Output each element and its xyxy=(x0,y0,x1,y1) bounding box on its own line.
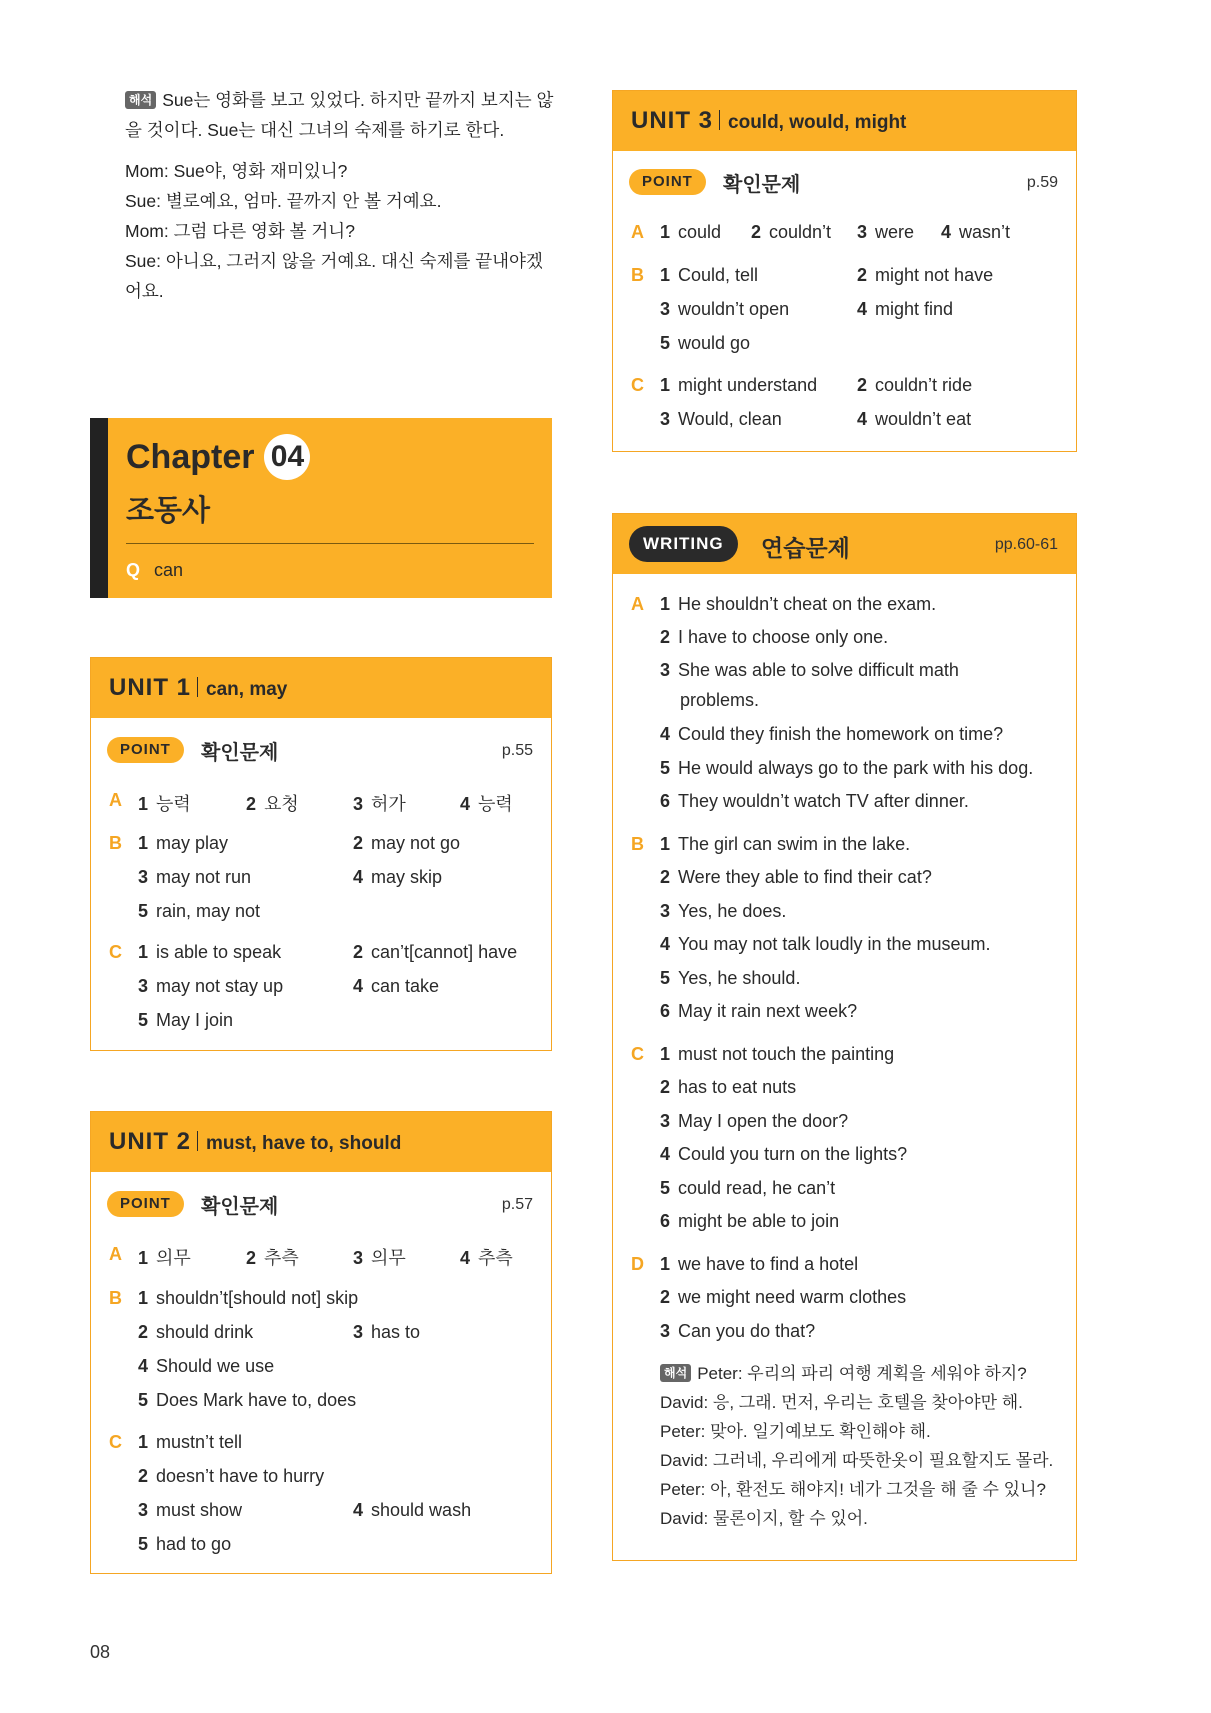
answer: 2 might not have xyxy=(857,265,994,285)
point-pill: POINT xyxy=(107,1191,184,1217)
answer: 4 능력 xyxy=(460,794,513,814)
answer: 2 추측 xyxy=(246,1248,299,1268)
answer: 3 must show xyxy=(138,1500,243,1520)
answer: 1 may play xyxy=(138,833,229,853)
unit2-box xyxy=(90,1111,552,1574)
answer: 2 Were they able to find their cat? xyxy=(660,867,932,887)
writing-header xyxy=(613,514,1076,574)
intro-dialog xyxy=(125,156,565,306)
answer: 6 They wouldn’t watch TV after dinner. xyxy=(660,791,969,811)
chapter-number: 04 xyxy=(264,434,310,480)
answer: 2 couldn’t xyxy=(751,222,832,242)
answer: 4 You may not talk loudly in the museum. xyxy=(660,934,991,954)
answer: 4 Should we use xyxy=(138,1356,275,1376)
dialog-line: Mom: 그럼 다른 영화 볼 거니? xyxy=(125,221,355,241)
writing-translation: 해석 Peter: 우리의 파리 여행 계획을 세워야 하지? David: 응, 그래. 먼저, 우리는 호텔을 찾아야만 해. Peter: 맞아. 일기예보도 확인해야 해. David: 그러네, 우리에게 따뜻한옷이 필요할지도 몰라. Peter: 아, 환전도 해야지! 네가 그것을 해 줄 수 있니? David: 물론이지, 할 수 있어. xyxy=(660,1364,1054,1528)
answer: 1 must not touch the painting xyxy=(660,1044,895,1064)
answer: 4 Could they finish the homework on time? xyxy=(660,724,1004,744)
chapter-question: Q can xyxy=(126,560,184,580)
letter-b: B xyxy=(631,265,644,285)
letter-a: A xyxy=(109,1244,122,1264)
letter-c: C xyxy=(109,1432,122,1452)
answer: 3 허가 xyxy=(353,794,406,814)
unit2-topic: must, have to, should xyxy=(206,1133,402,1154)
letter-c: C xyxy=(631,375,644,395)
answer: 2 요청 xyxy=(246,794,299,814)
answer: 1 mustn’t tell xyxy=(138,1432,243,1452)
letter-b: B xyxy=(631,834,644,854)
answer: 5 could read, he can’t xyxy=(660,1178,836,1198)
intro-translation: 해석 Sue는 영화를 보고 있었다. 하지만 끝까지 보지는 않 을 것이다. Sue는 대신 그녀의 숙제를 하기로 한다. xyxy=(125,90,554,140)
answer: 2 doesn’t have to hurry xyxy=(138,1466,325,1486)
unit3-box xyxy=(612,90,1077,452)
dialog-line: Sue: 별로예요, 엄마. 끝까지 안 볼 거예요. xyxy=(125,191,442,211)
answer: 1 shouldn’t[should not] skip xyxy=(138,1288,359,1308)
writing-pill: WRITING xyxy=(629,526,738,562)
answer: 3 May I open the door? xyxy=(660,1111,849,1131)
chapter-title: Chapter 04 xyxy=(126,434,310,480)
answer: 4 may skip xyxy=(353,867,443,887)
answer: 2 may not go xyxy=(353,833,461,853)
page-reference: pp.60-61 xyxy=(994,536,1058,553)
answer: 3 were xyxy=(857,222,915,242)
translation-badge: 해석 xyxy=(660,1364,691,1382)
answer: 2 we might need warm clothes xyxy=(660,1287,907,1307)
section-title: 확인문제 xyxy=(201,1196,279,1218)
page-number: 08 xyxy=(90,1642,111,1662)
writing-box xyxy=(612,513,1077,1561)
unit3-topic: could, would, might xyxy=(728,112,907,133)
answer: 6 May it rain next week? xyxy=(660,1001,858,1021)
unit2-header xyxy=(91,1112,551,1172)
answer: 4 should wash xyxy=(353,1500,472,1520)
unit1-label: UNIT 1 xyxy=(109,674,192,701)
chapter-banner xyxy=(90,418,552,598)
answer: 3 may not run xyxy=(138,867,252,887)
answer: 3 Yes, he does. xyxy=(660,901,787,921)
letter-a: A xyxy=(631,222,644,242)
answer: 2 can’t[cannot] have xyxy=(353,942,518,962)
letter-b: B xyxy=(109,1288,122,1308)
dialog-line: Mom: Sue야, 영화 재미있니? xyxy=(125,161,348,181)
page-reference: p.59 xyxy=(1026,174,1058,191)
unit3-label: UNIT 3 xyxy=(631,107,714,134)
answer: 3 has to xyxy=(353,1322,421,1342)
chapter-divider xyxy=(126,543,534,544)
answer: 4 can take xyxy=(353,976,440,996)
answer: 2 couldn’t ride xyxy=(857,375,973,395)
letter-d: D xyxy=(631,1254,644,1274)
letter-a: A xyxy=(631,594,644,614)
letter-a: A xyxy=(109,790,122,810)
page-reference: p.55 xyxy=(501,742,533,759)
answer: problems. xyxy=(680,690,760,710)
point-pill: POINT xyxy=(107,737,184,763)
answer: 1 might understand xyxy=(660,375,818,395)
point-pill: POINT xyxy=(629,169,706,195)
answer: 3 may not stay up xyxy=(138,976,284,996)
answer: 4 추측 xyxy=(460,1248,513,1268)
answer: 2 has to eat nuts xyxy=(660,1077,797,1097)
answer: 1 능력 xyxy=(138,794,191,814)
answer: 1 we have to find a hotel xyxy=(660,1254,859,1274)
answer: 4 wasn’t xyxy=(941,222,1011,242)
answer: 6 might be able to join xyxy=(660,1211,840,1231)
section-title: 확인문제 xyxy=(201,742,279,764)
answer: 4 wouldn’t eat xyxy=(857,409,972,429)
answer: 2 I have to choose only one. xyxy=(660,627,889,647)
answer: 3 Would, clean xyxy=(660,409,782,429)
answer: 1 He shouldn’t cheat on the exam. xyxy=(660,594,937,614)
unit3-header xyxy=(613,91,1076,151)
letter-b: B xyxy=(109,833,122,853)
dialog-line: 어요. xyxy=(125,281,164,301)
answer: 5 would go xyxy=(660,333,751,353)
answer: 5 Does Mark have to, does xyxy=(138,1390,357,1410)
answer: 5 May I join xyxy=(138,1010,234,1030)
chapter-side-bar xyxy=(90,418,108,598)
section-title: 연습문제 xyxy=(761,535,850,561)
unit1-topic: can, may xyxy=(206,679,288,700)
answer: 5 had to go xyxy=(138,1534,232,1554)
answer: 3 She was able to solve difficult math xyxy=(660,660,959,680)
answer: 1 The girl can swim in the lake. xyxy=(660,834,911,854)
answer: 3 Can you do that? xyxy=(660,1321,816,1341)
section-title: 확인문제 xyxy=(723,174,801,196)
answer: 5 He would always go to the park with his dog. xyxy=(660,758,1034,778)
answer: 1 is able to speak xyxy=(138,942,282,962)
answer: 4 Could you turn on the lights? xyxy=(660,1144,908,1164)
unit1-header xyxy=(91,658,551,718)
answer: 3 wouldn’t open xyxy=(660,299,790,319)
translation-badge: 해석 xyxy=(125,91,156,109)
unit2-label: UNIT 2 xyxy=(109,1128,192,1155)
answer: 2 should drink xyxy=(138,1322,254,1342)
answer: 1 could xyxy=(660,222,722,242)
answer: 3 의무 xyxy=(353,1248,406,1268)
chapter-subtitle: 조동사 xyxy=(126,495,211,527)
page-reference: p.57 xyxy=(501,1196,533,1213)
answer: 5 rain, may not xyxy=(138,901,261,921)
letter-c: C xyxy=(109,942,122,962)
letter-c: C xyxy=(631,1044,644,1064)
dialog-line: Sue: 아니요, 그러지 않을 거예요. 대신 숙제를 끝내야겠 xyxy=(125,251,543,271)
answer: 5 Yes, he should. xyxy=(660,968,801,988)
answer: 4 might find xyxy=(857,299,954,319)
answer: 1 의무 xyxy=(138,1248,191,1268)
answer: 1 Could, tell xyxy=(660,265,759,285)
unit1-box xyxy=(90,657,552,1051)
